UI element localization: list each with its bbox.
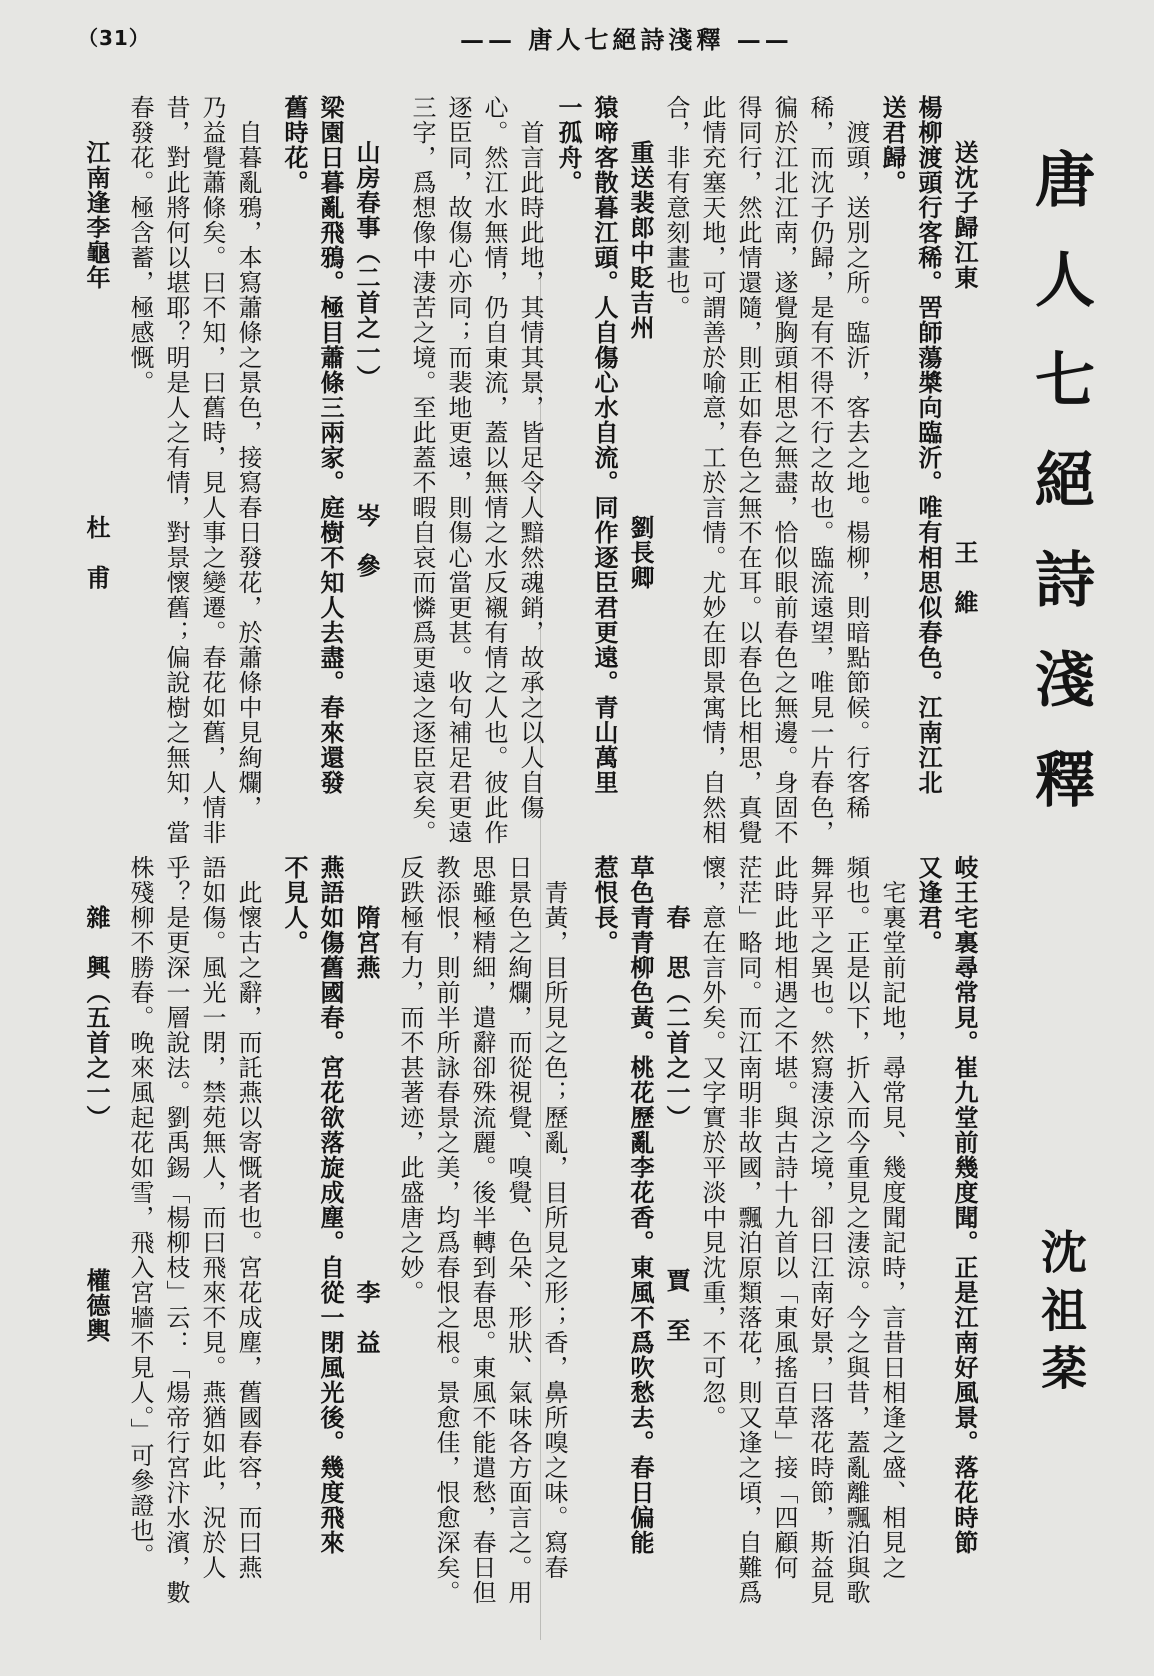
text-column: 舊時花。: [280, 95, 309, 195]
text-column: 日景色之絢爛，而從視覺、嗅覺、色朵、形狀、氣味各方面言之。用: [504, 855, 532, 1605]
text-column: 頻也。正是以下，折入而今重見之淒涼。今之與昔，蓋亂離飄泊與歌: [842, 855, 870, 1605]
text-column: 徧於江北江南，遂覺胸頭相思之無盡，恰似眼前春色之無邊。身固不: [770, 95, 798, 845]
text-column: 懷，意在言外矣。又字實於平淡中見沈重，不可忽。: [698, 855, 726, 1430]
text-column: 江南逢李龜年 杜 甫: [82, 140, 111, 590]
text-column: 不見人。: [280, 855, 309, 955]
text-column: 昔，對此將何以堪耶？明是人之有情，對景懷舊；偏說樹之無知，當: [162, 95, 190, 845]
text-column: 合，非有意刻畫也。: [662, 95, 690, 320]
text-column: 株殘柳不勝春。晚來風起花如雪，飛入宮牆不見人。」可參證也。: [126, 855, 154, 1568]
text-column: 教添恨，則前半所詠春景之美，均爲春恨之根。景愈佳，恨愈深矣。: [432, 855, 460, 1605]
running-title: —— 唐人七絕詩淺釋 ——: [460, 25, 793, 54]
text-column: 又逢君。: [914, 855, 943, 955]
text-column: 梁園日暮亂飛鴉。極目蕭條三兩家。庭樹不知人去盡。春來還發: [316, 95, 345, 795]
text-column: 猿啼客散暮江頭。人自傷心水自流。同作逐臣君更遠。青山萬里: [590, 95, 619, 795]
text-column: 山房春事（二首之一） 岑 參: [352, 140, 381, 578]
text-column: 送君歸。: [878, 95, 907, 195]
text-column: 雜 興（五首之一） 權德輿: [82, 905, 111, 1343]
article-title: 唐人七絕詩淺釋: [1025, 148, 1095, 848]
text-column: 重送裴郎中貶吉州 劉長卿: [626, 140, 655, 590]
text-column: 春發花。極含蓄，極感慨。: [126, 95, 154, 395]
text-column: 草色青青柳色黃。桃花歷亂李花香。東風不爲吹愁去。春日偏能: [626, 855, 655, 1555]
text-column: 楊柳渡頭行客稀。罟師蕩槳向臨沂。唯有相思似春色。江南江北: [914, 95, 943, 795]
running-title-text: 唐人七絕詩淺釋: [528, 25, 725, 54]
text-column: 隋宮燕 李 益: [352, 905, 381, 1355]
text-column: 逐臣同，故傷心亦同；而裴地更遠，則傷心當更甚。收句補足君更遠: [444, 95, 472, 845]
article-author: 沈祖棻: [1034, 1228, 1088, 1402]
text-column: 首言此時此地，其情其景，皆足令人黯然魂銷，故承之以人自傷: [516, 95, 544, 820]
text-column: 渡頭，送別之所。臨沂，客去之地。楊柳，則暗點節候。行客稀: [842, 95, 870, 820]
text-column: 青黃，目所見之色；歷亂，目所見之形；香，鼻所嗅之味。寫春: [540, 855, 568, 1580]
text-column: 乎？是更深一層說法。劉禹錫「楊柳枝」云：「煬帝行宮汴水濱，數: [162, 855, 190, 1605]
text-column: 思雖極精細，遣辭卻殊流麗。後半轉到春思。東風不能遣愁，春日但: [468, 855, 496, 1605]
text-column: 得同行，然此情還隨，則正如春色之無不在耳。以春色比相思，真覺: [734, 95, 762, 845]
text-column: 惹恨長。: [590, 855, 619, 955]
text-column: 春 思（二首之一） 賈 至: [662, 905, 691, 1343]
text-column: 反跌極有力，而不甚著迹，此盛唐之妙。: [396, 855, 424, 1305]
text-column: 稀，而沈子仍歸，是有不得不行之故也。臨流遠望，唯見一片春色，: [806, 95, 834, 845]
text-column: 此情充塞天地，可謂善於喻意，工於言情。尤妙在即景寓情，自然相: [698, 95, 726, 845]
text-column: 三字，爲想像中淒苦之境。至此蓋不暇自哀而憐爲更遠之逐臣哀矣。: [408, 95, 436, 845]
text-column: 心。然江水無情，仍自東流，蓋以無情之水反襯有情之人也。彼此作: [480, 95, 508, 845]
page-number: （31）: [78, 26, 150, 50]
text-column: 送沈子歸江東 王 維: [950, 140, 979, 615]
text-column: 此時此地相遇之不堪。與古詩十九首以「東風搖百草」接「四顧何: [770, 855, 798, 1580]
text-column: 茫茫」略同。而江南明非故國，飄泊原類落花，則又逢之頃，自難爲: [734, 855, 762, 1605]
text-column: 燕語如傷舊國春。宮花欲落旋成塵。自從一閉風光後。幾度飛來: [316, 855, 345, 1555]
text-column: 宅裏堂前記地，尋常見、幾度聞記時，言昔日相逢之盛、相見之: [878, 855, 906, 1580]
text-column: 乃益覺蕭條矣。曰不知，曰舊時，見人事之變遷。春花如舊，人情非: [198, 95, 226, 845]
text-column: 自暮亂鴉，本寫蕭條之景色，接寫春日發花，於蕭條中見絢爛，: [234, 95, 262, 820]
text-column: 舞昇平之異也。然寫淒涼之境，卻曰江南好景，曰落花時節，斯益見: [806, 855, 834, 1605]
running-header: [0, 18, 1154, 68]
text-column: 此懷古之辭，而託燕以寄慨者也。宮花成塵，舊國春容，而曰燕: [234, 855, 262, 1580]
text-column: 一孤舟。: [554, 95, 583, 195]
text-column: 岐王宅裏尋常見。崔九堂前幾度聞。正是江南好風景。落花時節: [950, 855, 979, 1555]
text-column: 語如傷。風光一閉，禁苑無人，而曰飛來不見。燕猶如此，況於人: [198, 855, 226, 1580]
